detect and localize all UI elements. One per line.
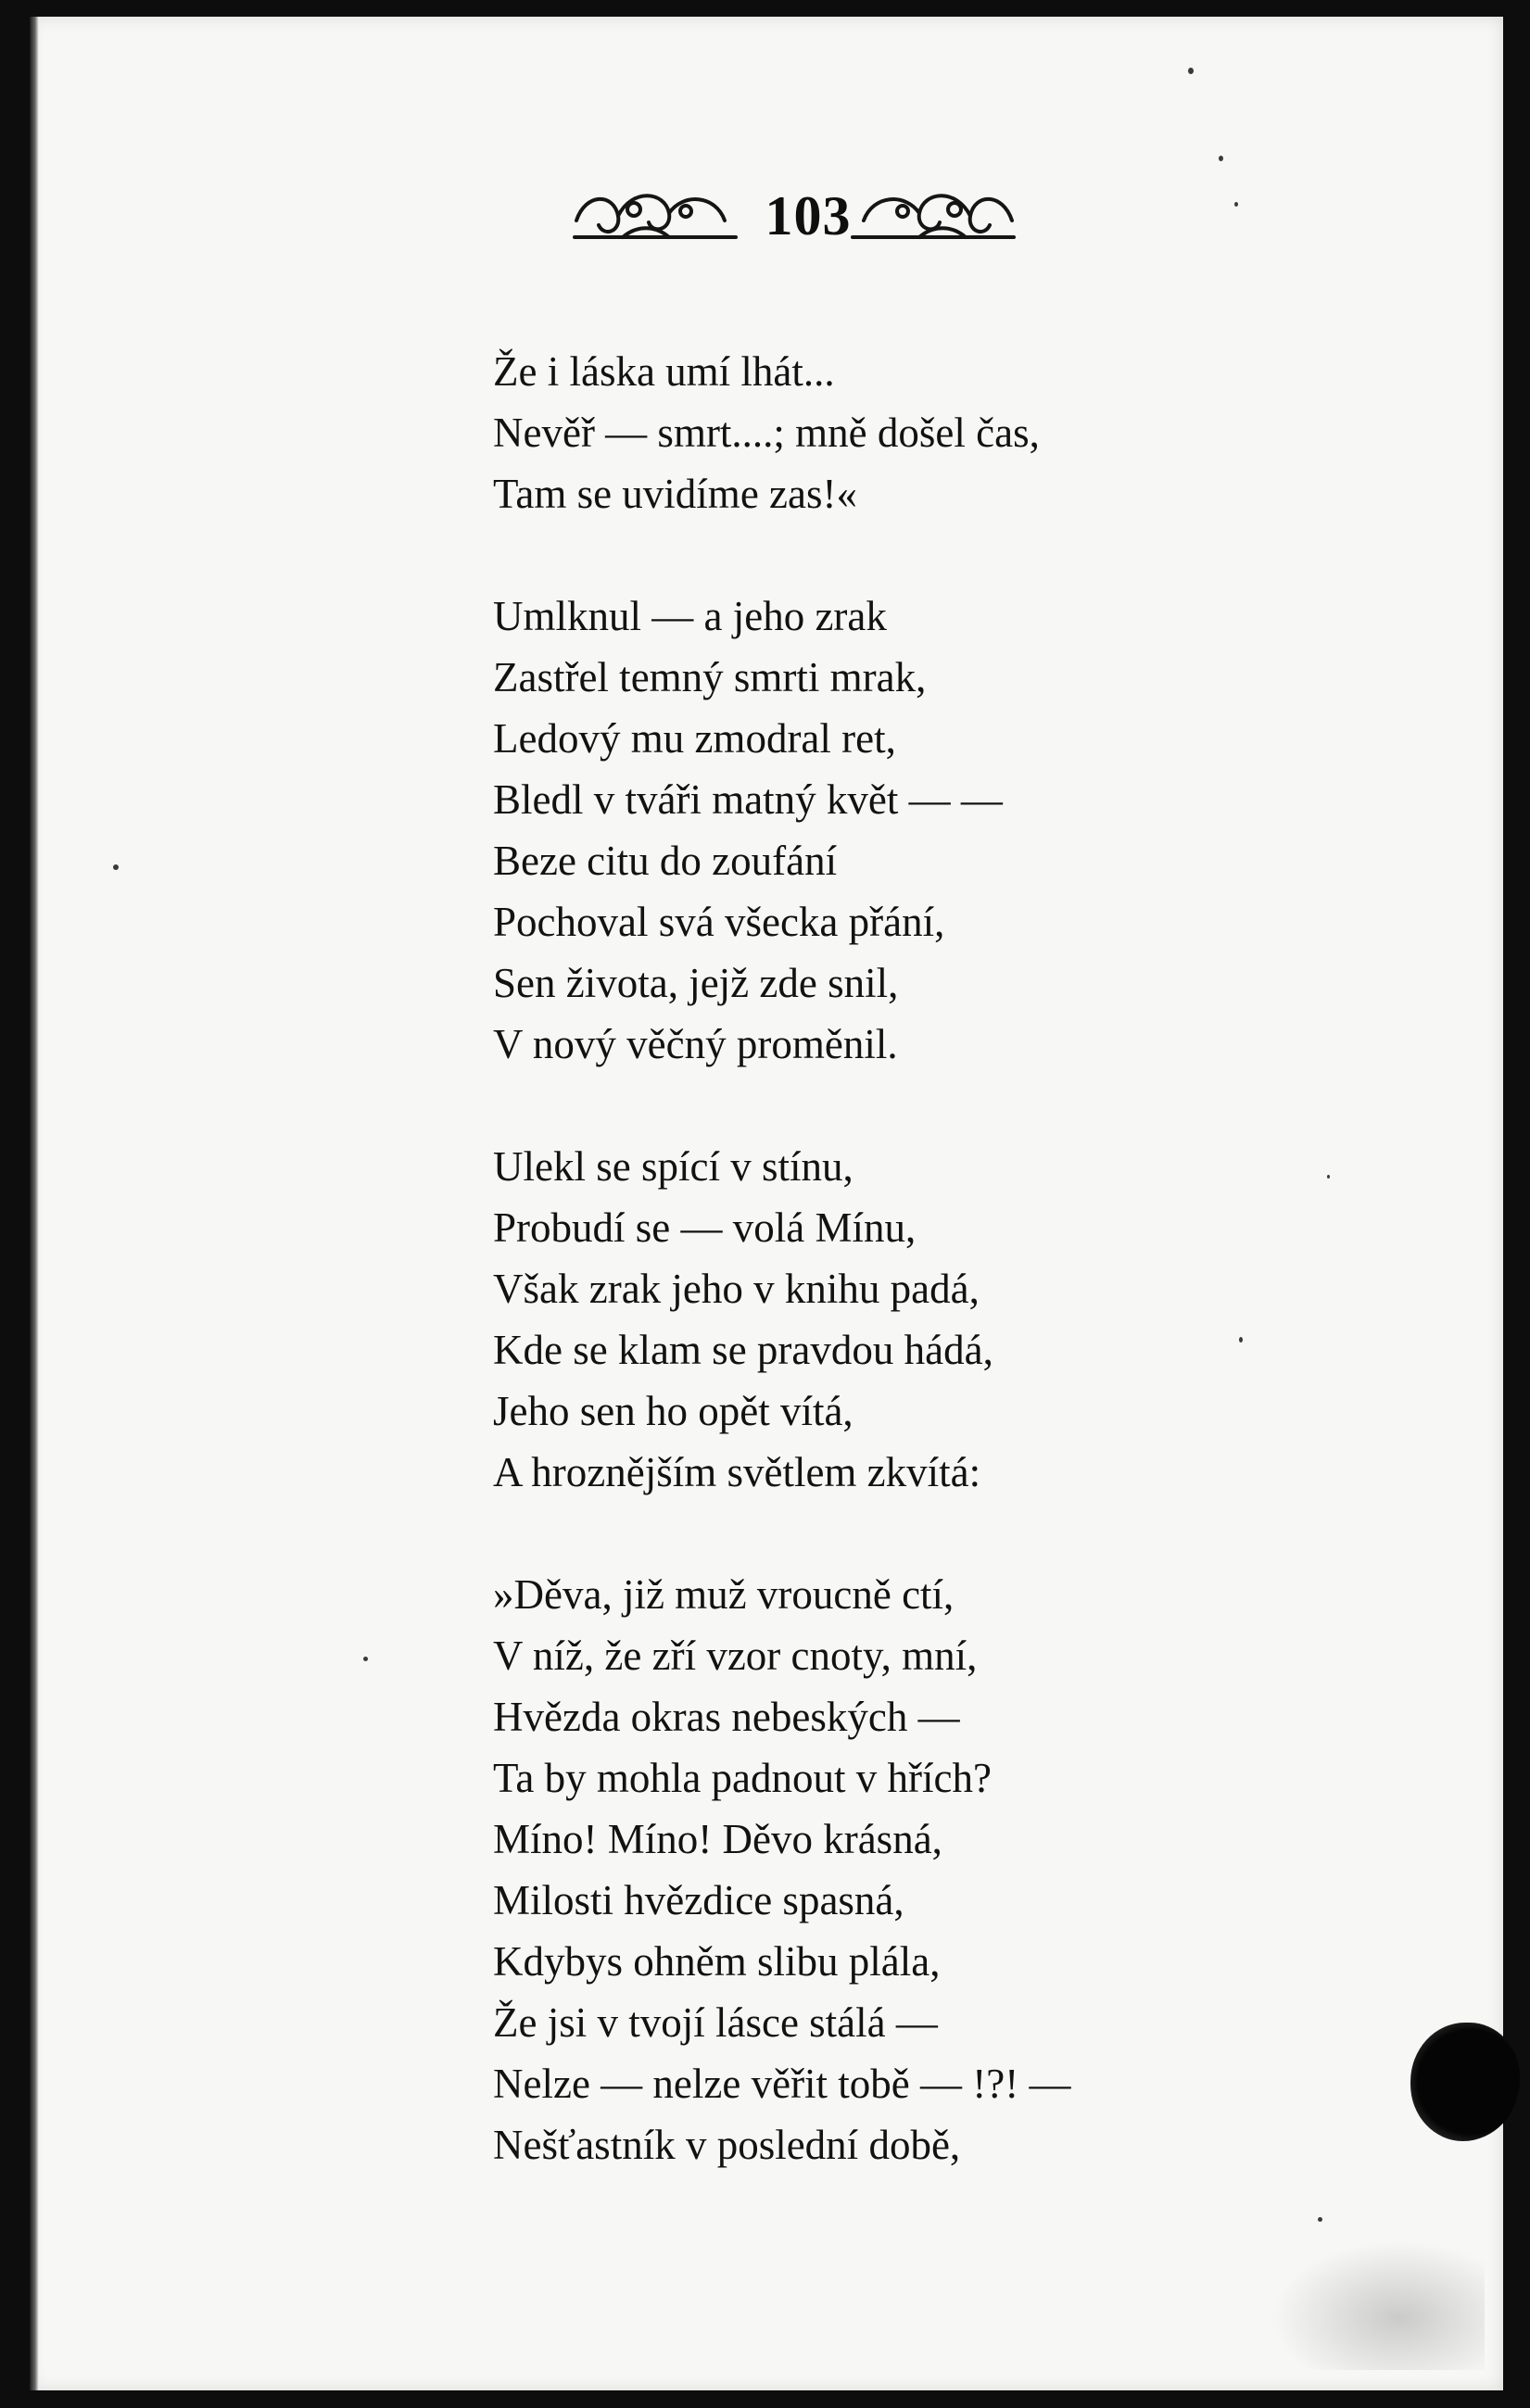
page-binding-edge bbox=[30, 17, 39, 2390]
left-floral-ornament-icon bbox=[567, 183, 743, 248]
poem-line: Ledový mu zmodral ret, bbox=[493, 715, 896, 762]
poem-line: Bledl v tváři matný květ — — bbox=[493, 776, 1003, 823]
poem-line: Beze citu do zoufání bbox=[493, 838, 838, 884]
dust-speck bbox=[1239, 1337, 1243, 1343]
poem-line: Umlknul — a jeho zrak bbox=[493, 593, 887, 639]
dust-speck bbox=[1188, 68, 1194, 74]
dust-speck bbox=[1318, 2217, 1322, 2222]
poem-line: Že i láska umí lhát... bbox=[493, 348, 835, 395]
stanza-3 bbox=[493, 1136, 1420, 1503]
dust-speck bbox=[1219, 156, 1223, 161]
poem-line: Jeho sen ho opět vítá, bbox=[493, 1388, 854, 1434]
poem-line: Ulekl se spící v stínu, bbox=[493, 1143, 854, 1190]
dust-speck bbox=[113, 864, 119, 870]
poem-line: Nevěř — smrt....; mně došel čas, bbox=[493, 410, 1040, 456]
poem-line: Milosti hvězdice spasná, bbox=[493, 1877, 904, 1923]
stanza-2 bbox=[493, 586, 1420, 1075]
poem-line: Hvězda okras nebeských — bbox=[493, 1694, 960, 1740]
dust-speck bbox=[363, 1657, 368, 1661]
book-page bbox=[30, 17, 1503, 2390]
dust-speck bbox=[1234, 202, 1238, 207]
poem-line: »Děva, již muž vroucně ctí, bbox=[493, 1571, 955, 1618]
poem-line: Ta by mohla padnout v hřích? bbox=[493, 1755, 992, 1801]
stanza-4 bbox=[493, 1564, 1420, 2175]
poem-line: Probudí se — volá Mínu, bbox=[493, 1204, 917, 1251]
poem-line: Nelze — nelze věřit tobě — !?! — bbox=[493, 2061, 1071, 2107]
poem-line: Míno! Míno! Děvo krásná, bbox=[493, 1816, 942, 1862]
poem-line: Tam se uvidíme zas!« bbox=[493, 471, 857, 517]
poem-line: Zastřel temný smrti mrak, bbox=[493, 654, 927, 700]
poem-line: Pochoval svá všecka přání, bbox=[493, 899, 945, 945]
corner-smudge bbox=[1271, 2240, 1485, 2370]
poem-line: V níž, že zří vzor cnoty, mní, bbox=[493, 1633, 978, 1679]
poem-line: Sen života, jejž zde snil, bbox=[493, 960, 899, 1006]
stanza-1 bbox=[493, 341, 1420, 524]
poem-line: A hroznějším světlem zkvítá: bbox=[493, 1449, 981, 1495]
page-header bbox=[30, 165, 1503, 258]
dust-speck bbox=[1327, 1175, 1330, 1179]
page-number: 103 bbox=[765, 185, 852, 246]
poem-line: Že jsi v tvojí lásce stálá — bbox=[493, 1999, 938, 2046]
poem-line: Kdybys ohněm slibu plála, bbox=[493, 1938, 941, 1985]
poem-line: V nový věčný proměnil. bbox=[493, 1021, 898, 1067]
poem-line: Však zrak jeho v knihu padá, bbox=[493, 1266, 980, 1312]
poem-line: Nešťastník v poslední době, bbox=[493, 2122, 961, 2168]
poem-line: Kde se klam se pravdou hádá, bbox=[493, 1327, 993, 1373]
right-floral-ornament-icon bbox=[845, 183, 1021, 248]
poem-text bbox=[493, 341, 1420, 2175]
